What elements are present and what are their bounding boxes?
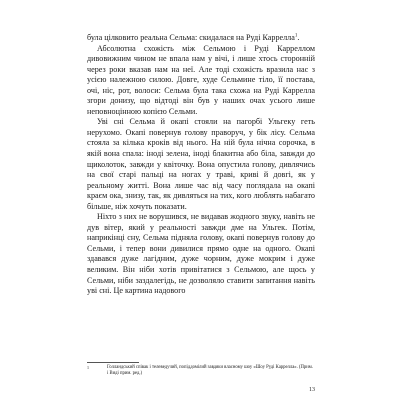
- footnote-marker: 1: [87, 365, 89, 370]
- page-number: 13: [309, 387, 315, 393]
- paragraph-1: була цілковито реальна Сельма: скидалася на Руді Каррелла$^1$.: [87, 33, 300, 42]
- body-text: [87, 33, 315, 297]
- paragraph-2: Абсолютна схожість між Сельмою і Руді Карреллом дивовижним чином не впала нам у вічі, і лише хтось сторонній через роки вказав нам на неї. Але тоді схожість вразила нас з усією належною силою. Довге, худе Сельмине тіло, її постава, очі, ніс, рот, волоси: Сельма була така схожа на Руді Каррелла згори донизу, що відтоді він був у наших очах усього лише неповноцінною копією Сельми.: [87, 43, 315, 116]
- paragraph-3: Уві сні Сельма й окапі стояли на пагорбі Ульгеку геть нерухомо. Окапі повернув голову праворуч, у бік лісу. Сельма стояла за кілька кроків від нього. На ній була нічна сорочка, в якій вона спала: іноді зелена, іноді блакитна або біла, завжди до щиколоток, завжди у квіточку. Вона опустила голову, дивлячись на свої старі пальці на ногах у траві, криві й довгі, як у реальному житті. Вона лише час від часу поглядала на окапі краєм ока, знизу, так, як дивляться на тих, кого люблять набагато більше, ніж хочуть показати.: [87, 117, 315, 211]
- footnote-reference: 1: [294, 33, 298, 39]
- paragraph-4: Ніхто з них не ворушився, не видавав жодного звуку, навіть не дув вітер, який у реальності завжди дме на Ульгек. Потім, наприкінці сну, Сельма підняла голову, окапі повернув голову до Сельми, і тепер вони дивилися прямо одне на одного. Окапі здавався дуже лагідним, дуже чорним, дуже мокрим і дуже великим. Він ніби хотів привітатися з Сельмою, але щось у Сельми, ніби заздалегідь, не дозволяло ставити запитання навіть уві сні. Це картина надового: [87, 212, 315, 296]
- footnote-divider: [87, 362, 139, 363]
- footnote-text: Голландський співак і телеведучий, попіддомілий завдяки власному шоу «Шоу Руді Каррелла». (Прим. і Виді прим. ред.): [107, 365, 313, 377]
- footnote: [87, 365, 315, 377]
